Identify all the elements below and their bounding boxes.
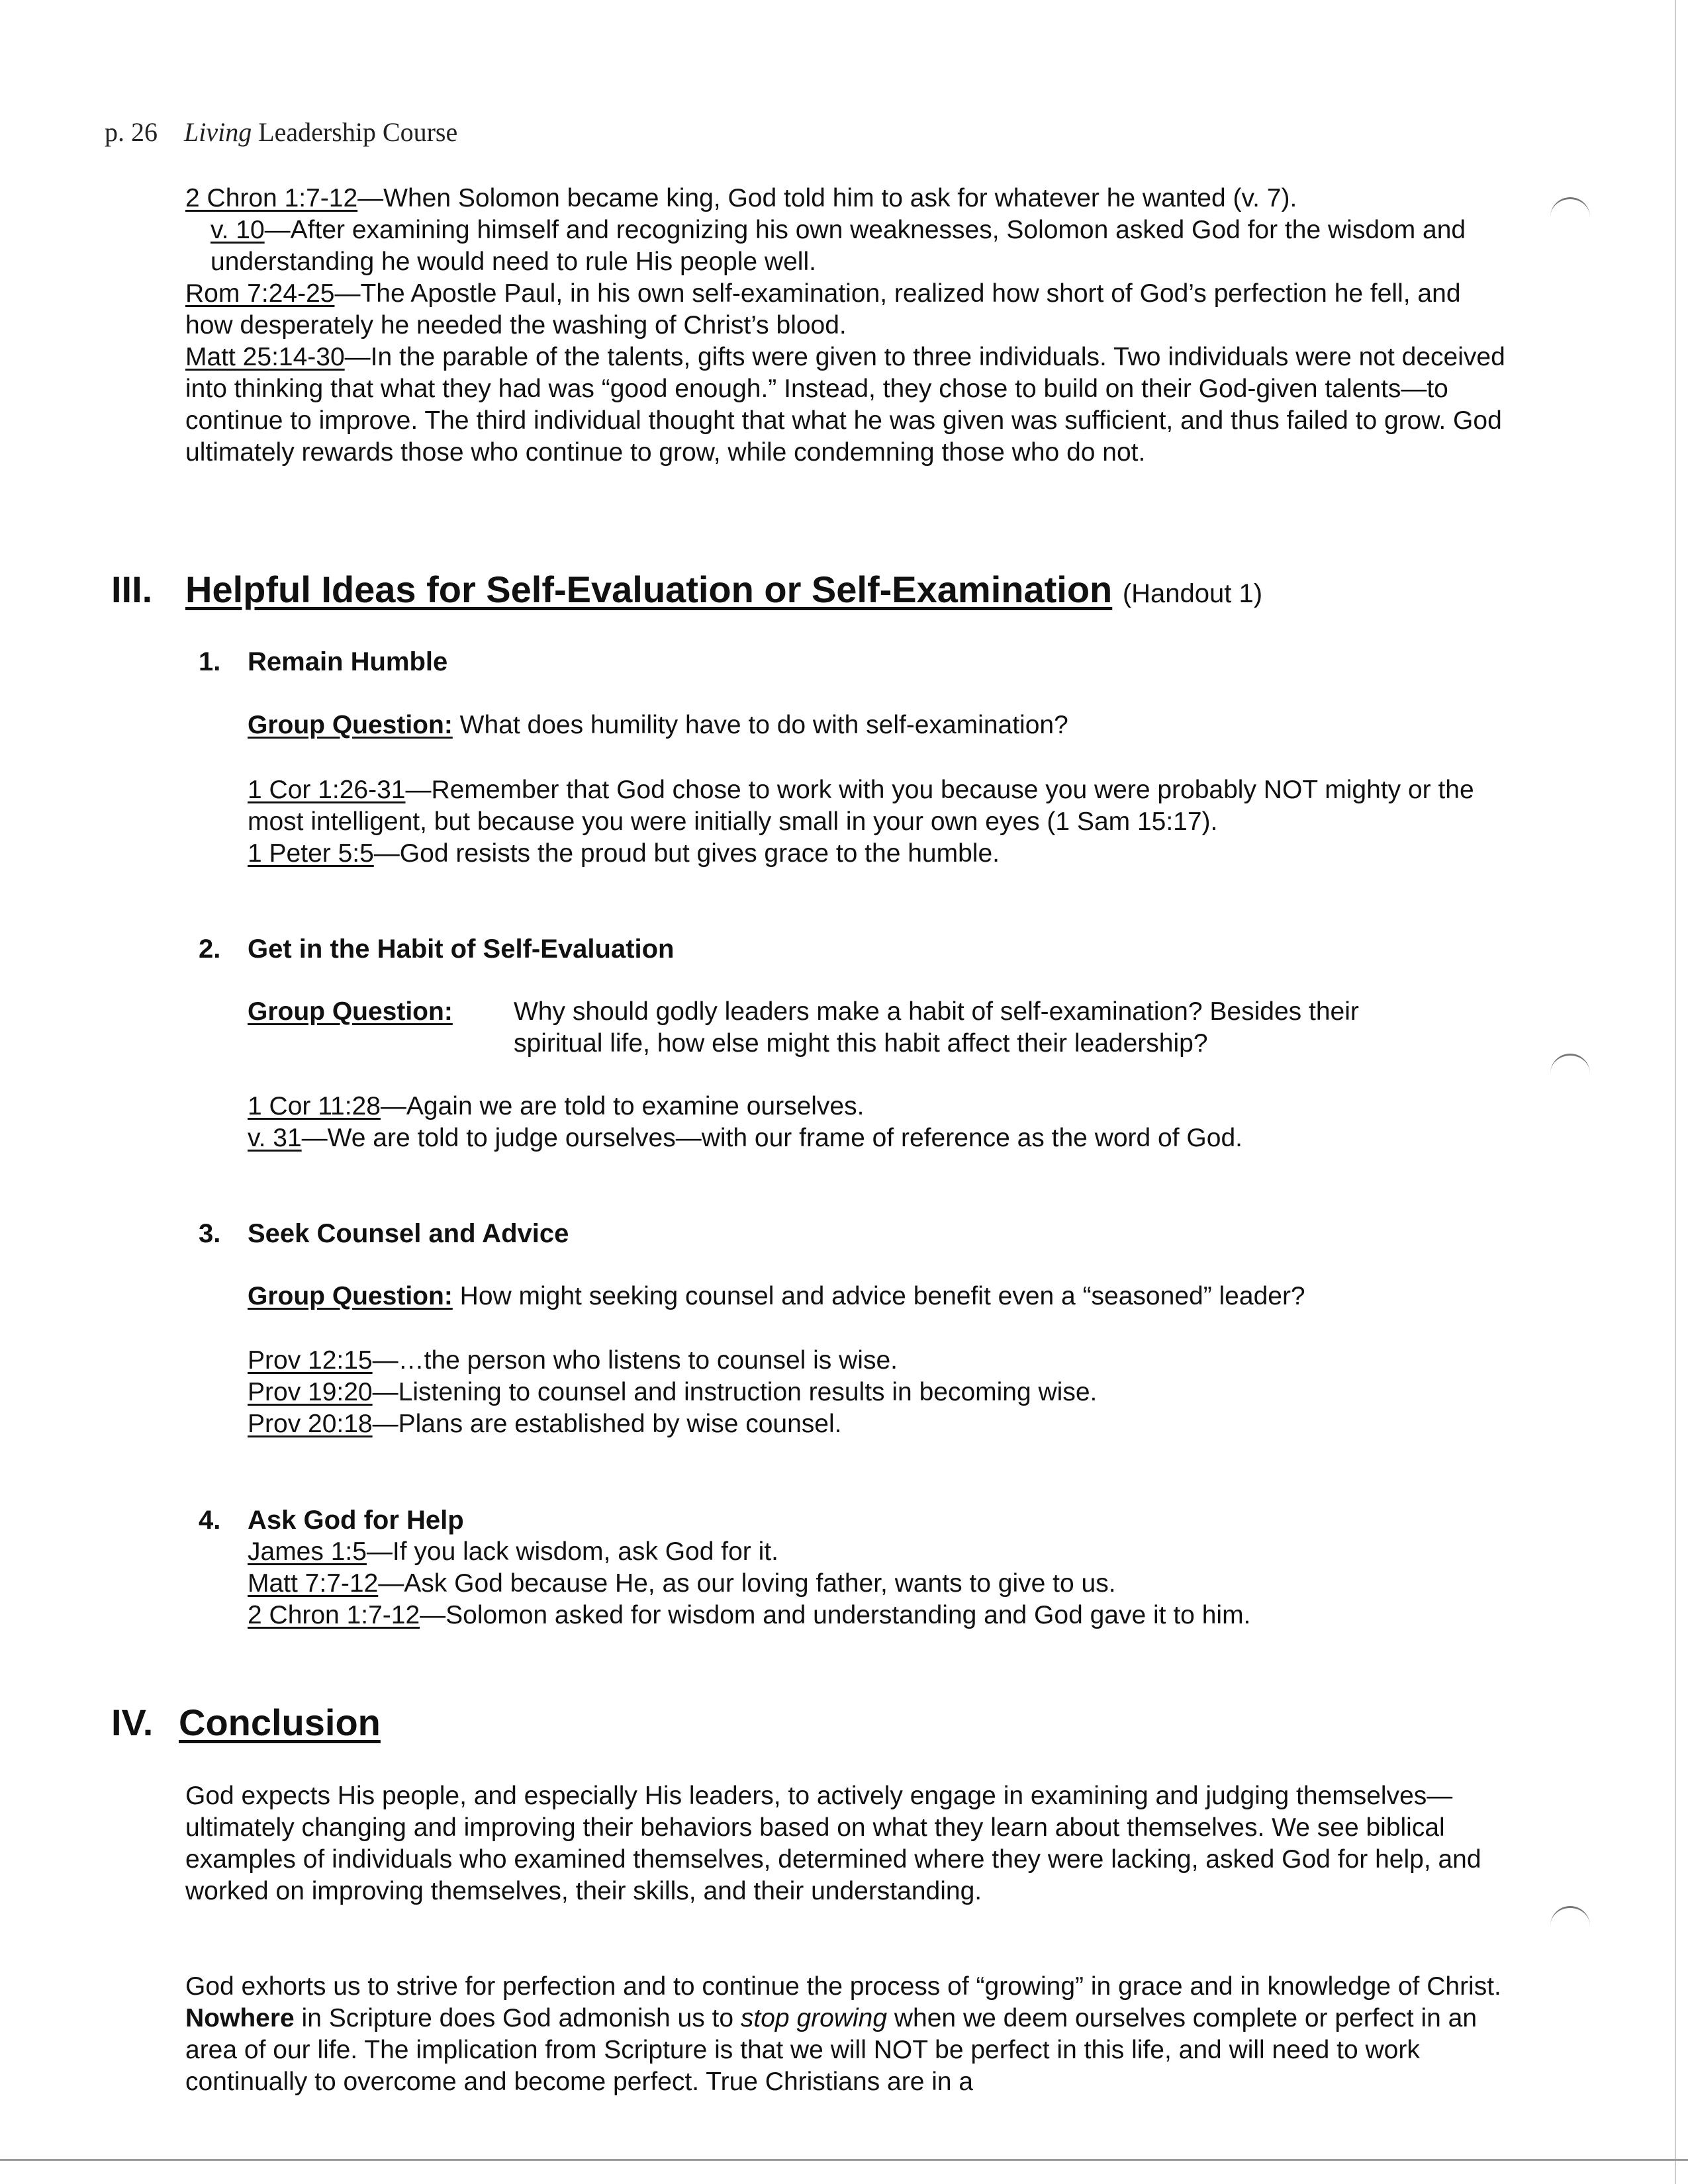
item-title: Remain Humble — [248, 647, 448, 676]
item-title: Ask God for Help — [248, 1506, 464, 1535]
ref-text: —Listening to counsel and instruction results in becoming wise. — [372, 1378, 1098, 1406]
item-number: 3. — [199, 1219, 221, 1248]
item-heading-3 — [199, 1219, 569, 1249]
v10-paragraph — [185, 214, 1509, 278]
item1-references — [248, 774, 1505, 870]
binder-hole-mark — [1550, 197, 1590, 226]
scripture-ref: Prov 20:18 — [248, 1410, 373, 1438]
section-heading-iv — [111, 1701, 381, 1744]
item2-question — [248, 996, 1571, 1060]
course-title-rest: Leadership Course — [258, 117, 458, 147]
scripture-ref: Prov 19:20 — [248, 1378, 373, 1406]
ref-text: —After examining himself and recognizing his own weaknesses, Solomon asked God for the wisdom and understanding he would need to rule His people well. — [211, 216, 1466, 276]
page-header — [105, 116, 457, 148]
conclusion-paragraph-2 — [185, 1971, 1516, 2098]
ref-text: —Plans are established by wise counsel. — [372, 1410, 842, 1438]
item-number: 1. — [199, 647, 221, 676]
binder-hole-mark — [1550, 1906, 1590, 1934]
section-numeral: III. — [111, 569, 153, 610]
item-heading-1 — [199, 647, 447, 677]
ref-text: —Remember that God chose to work with you because you were probably NOT mighty or the most intelligent, but because you were initially small in your own eyes (1 Sam 15:17). — [248, 776, 1474, 836]
conclusion-bold: Nowhere — [185, 2004, 295, 2032]
scripture-ref: 2 Chron 1:7-12 — [248, 1601, 420, 1629]
ref-text: —When Solomon became king, God told him to ask for whatever he wanted (v. 7). — [357, 184, 1297, 212]
conclusion-italic: stop growing — [740, 2004, 888, 2032]
matt-paragraph — [185, 341, 1509, 469]
handout-note: (Handout 1) — [1122, 579, 1263, 608]
item-title: Seek Counsel and Advice — [248, 1219, 569, 1248]
item-title: Get in the Habit of Self-Evaluation — [248, 934, 675, 964]
group-question-text-cont: spiritual life, how else might this habit affect their leadership? — [514, 1029, 1208, 1058]
section-numeral: IV. — [111, 1702, 154, 1743]
item4-references — [248, 1536, 1571, 1631]
group-question-label: Group Question: — [248, 997, 453, 1026]
scripture-ref: Rom 7:24-25 — [185, 279, 335, 308]
scripture-ref: Prov 12:15 — [248, 1346, 373, 1375]
scripture-ref: Matt 7:7-12 — [248, 1569, 379, 1598]
scan-bottom-edge — [0, 2159, 1688, 2161]
ref-text: —In the parable of the talents, gifts were given to three individuals. Two individuals were not deceived into thinking that what they had was “good enough.” Instead, they chose to build on their God-given talents—to continue to improve. The third individual thought that what he was given was sufficient, and thus failed to grow. God ultimately rewards those who continue to grow, while condemning those who do not. — [185, 343, 1505, 467]
group-question-text: What does humility have to do with self-examination? — [459, 711, 1068, 739]
scripture-ref: 1 Cor 1:26-31 — [248, 776, 406, 804]
section-heading-iii — [111, 568, 1262, 611]
intro-references — [185, 183, 1509, 469]
item-heading-2 — [199, 934, 675, 964]
course-title-italic: Living — [184, 117, 252, 147]
conclusion-paragraph-1 — [185, 1780, 1483, 1907]
ref-text: —Ask God because He, as our loving father, wants to give to us. — [378, 1569, 1116, 1598]
item-number: 4. — [199, 1506, 221, 1535]
scripture-ref: Matt 25:14-30 — [185, 343, 345, 371]
rom-paragraph — [185, 278, 1509, 341]
conclusion-text: God expects His people, and especially His leaders, to actively engage in examining and judging themselves—ultimately changing and improving their behaviors based on what they learn about themselves. We see biblical examples of individuals who examined themselves, determined where they were lacking, asked God for help, and worked on improving themselves, their skills, and their understanding. — [185, 1782, 1481, 1905]
conclusion-text: when we deem ourselves complete or perfect in an area of our life. The implication from Scripture is that we will NOT be perfect in this life, and will need to work continually to overcome and become perfect. True Christians are in a — [185, 2004, 1477, 2096]
ref-text: —Again we are told to examine ourselves. — [380, 1092, 865, 1120]
section-title: Conclusion — [179, 1702, 381, 1743]
ref-text: —If you lack wisdom, ask God for it. — [366, 1537, 778, 1566]
group-question-label: Group Question: — [248, 711, 453, 739]
item-heading-4 — [199, 1506, 464, 1535]
ref-text: —We are told to judge ourselves—with our frame of reference as the word of God. — [301, 1124, 1243, 1152]
item3-references — [248, 1345, 1571, 1440]
item-number: 2. — [199, 934, 221, 964]
conclusion-text: God exhorts us to strive for perfection and to continue the process of “growing” in grace and in knowledge of Christ. — [185, 1972, 1501, 2001]
ref-text: —God resists the proud but gives grace to the humble. — [373, 839, 1000, 868]
item2-references — [248, 1091, 1571, 1154]
page-number: p. 26 — [105, 117, 158, 147]
section-title: Helpful Ideas for Self-Evaluation or Self-Examination — [185, 569, 1113, 610]
scan-edge — [1675, 0, 1676, 2184]
group-question-text: How might seeking counsel and advice benefit even a “seasoned” leader? — [459, 1282, 1305, 1310]
ref-text: —Solomon asked for wisdom and understanding and God gave it to him. — [420, 1601, 1251, 1629]
item1-question — [248, 709, 1545, 741]
item3-question — [248, 1281, 1571, 1312]
scripture-ref: 1 Peter 5:5 — [248, 839, 374, 868]
scripture-ref: James 1:5 — [248, 1537, 367, 1566]
conclusion-text: in Scripture does God admonish us to — [294, 2004, 741, 2032]
group-question-label: Group Question: — [248, 1282, 453, 1310]
scripture-ref: v. 10 — [211, 216, 265, 244]
scripture-ref: 2 Chron 1:7-12 — [185, 184, 358, 212]
chron-paragraph — [185, 183, 1509, 214]
ref-text: —The Apostle Paul, in his own self-examination, realized how short of God’s perfection he fell, and how desperately he needed the washing of Christ’s blood. — [185, 279, 1461, 340]
ref-text: —…the person who listens to counsel is wise. — [372, 1346, 898, 1375]
scripture-ref: v. 31 — [248, 1124, 302, 1152]
group-question-text: Why should godly leaders make a habit of self-examination? Besides their — [514, 997, 1359, 1026]
scripture-ref: 1 Cor 11:28 — [248, 1092, 381, 1120]
